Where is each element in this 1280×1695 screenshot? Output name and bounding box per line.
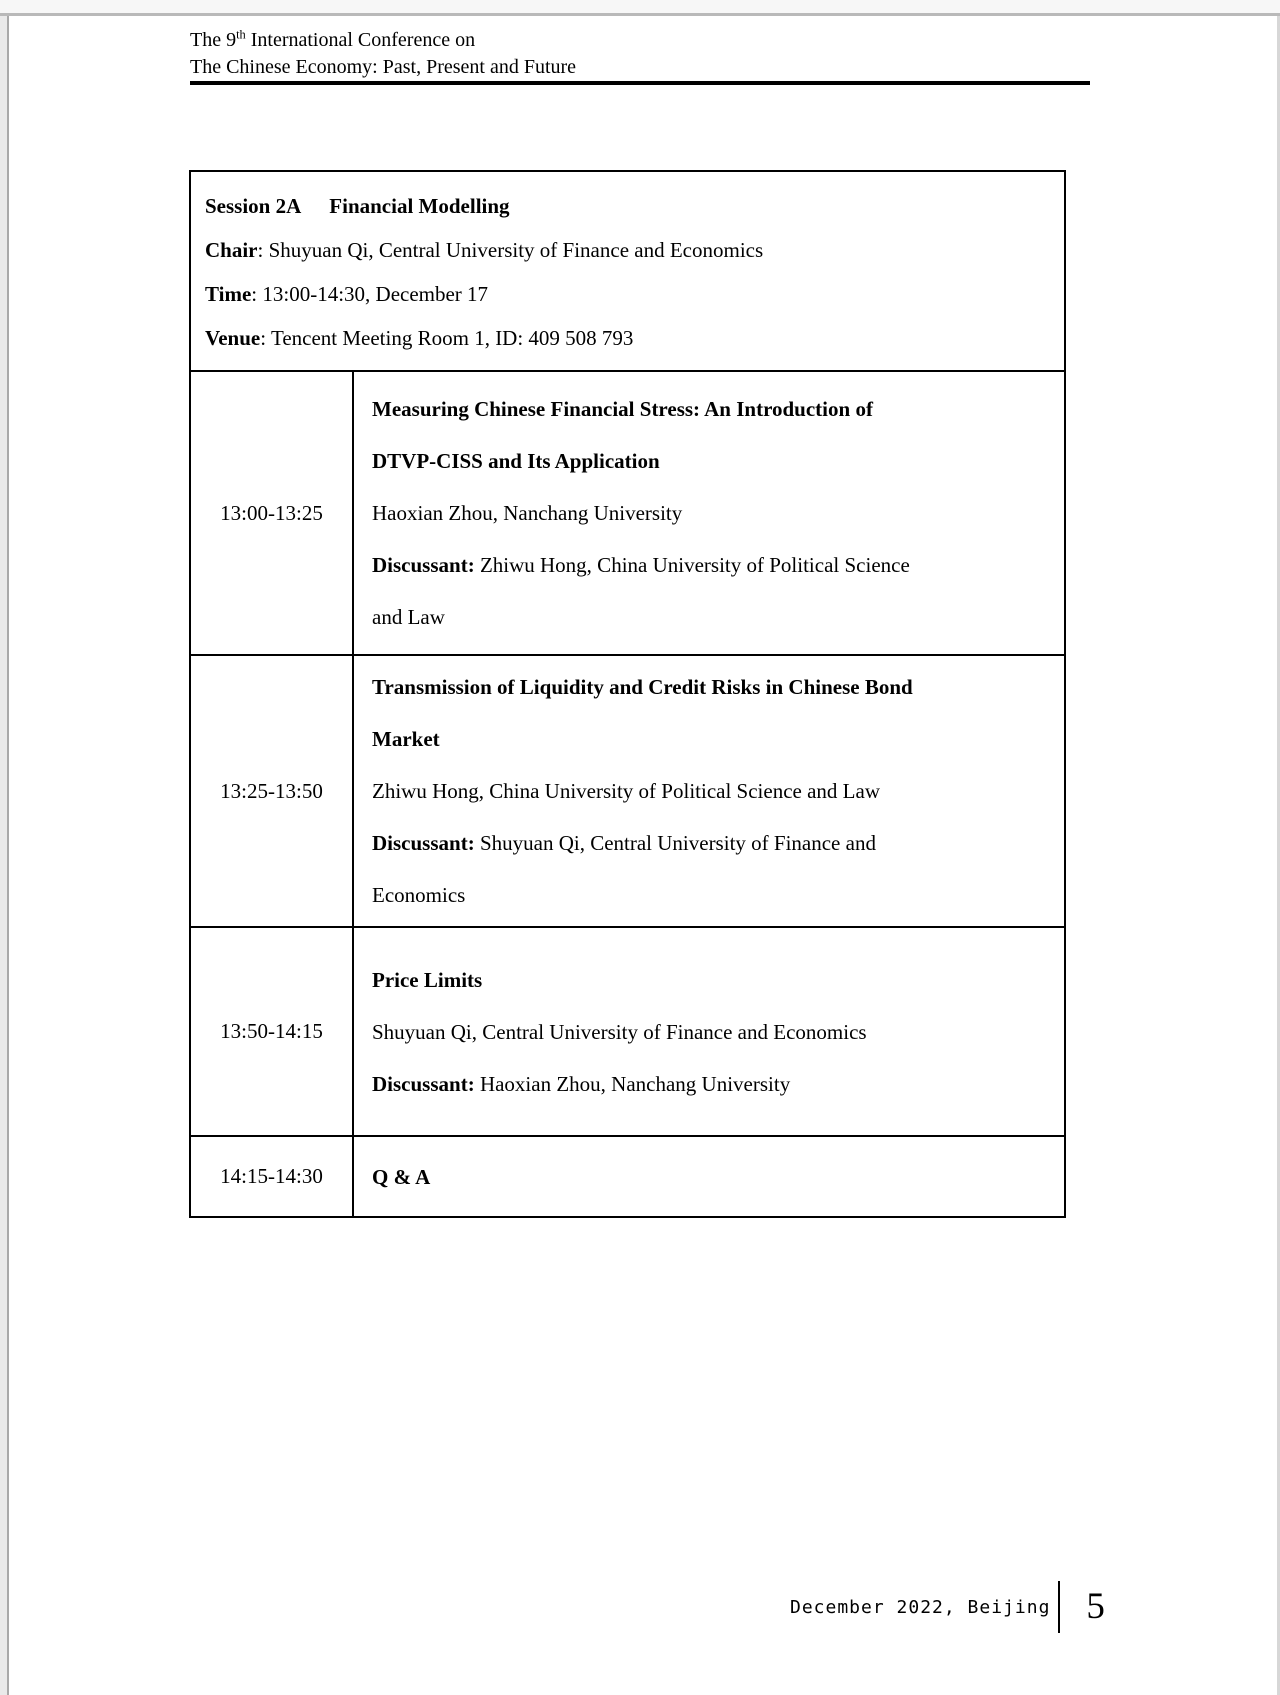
talk-cell	[354, 656, 1064, 926]
viewer-left-edge	[7, 16, 9, 1695]
talk-title-line: Price Limits	[372, 967, 483, 992]
discussant-label: Discussant:	[372, 1071, 475, 1096]
discussant-value: Haoxian Zhou, Nanchang University	[474, 1071, 791, 1096]
time-value: : 13:00-14:30, December 17	[251, 282, 489, 306]
time-range: 13:50-14:15	[220, 1019, 323, 1043]
session-title	[205, 184, 1050, 228]
qa-cell	[354, 1137, 1064, 1216]
page-number: 5	[1086, 1586, 1105, 1627]
talk-cell	[354, 372, 1064, 654]
viewer-top-strip	[0, 0, 1280, 13]
discussant-continuation-line: Economics	[372, 883, 466, 907]
footer-date-place: December 2022, Beijing	[790, 1596, 1051, 1618]
time-cell	[191, 928, 354, 1135]
talk-cell	[354, 928, 1064, 1135]
qa-label: Q & A	[372, 1164, 431, 1189]
schedule-row-qa	[191, 1135, 1064, 1216]
time-cell	[191, 372, 354, 654]
viewer-left-strip	[0, 16, 7, 1695]
session-header-cell	[191, 172, 1064, 370]
header-line1-rest: International Conference on	[245, 29, 476, 51]
time-label: Time	[205, 282, 252, 306]
presenter-line: Zhiwu Hong, China University of Political Science and Law	[372, 779, 880, 803]
time-range: 13:00-13:25	[220, 500, 323, 525]
discussant-line	[372, 539, 1040, 591]
session-code: Session 2A	[205, 194, 302, 218]
discussant-continuation-line: and Law	[372, 605, 445, 629]
talk-title-line: Measuring Chinese Financial Stress: An Introduction of	[372, 397, 873, 421]
viewer-top-edge	[0, 13, 1280, 16]
discussant-line	[372, 817, 1040, 869]
header-rule	[190, 81, 1090, 85]
time-range: 13:25-13:50	[220, 778, 323, 803]
time-range: 14:15-14:30	[220, 1164, 323, 1188]
presenter-line: Haoxian Zhou, Nanchang University	[372, 501, 683, 525]
footer-divider-bar	[1058, 1581, 1060, 1633]
talk-title-line: Transmission of Liquidity and Credit Risks in Chinese Bond	[372, 675, 913, 699]
page-header	[190, 27, 576, 81]
presenter-line: Shuyuan Qi, Central University of Finance and Economics	[372, 1019, 867, 1044]
header-ordinal-superscript: th	[236, 27, 246, 42]
discussant-line	[372, 1058, 1040, 1110]
session-table	[189, 170, 1066, 1218]
chair-value: : Shuyuan Qi, Central University of Finance and Economics	[257, 238, 764, 262]
chair-label: Chair	[205, 238, 258, 262]
session-venue-line	[205, 316, 1050, 360]
talk-title-line: DTVP-CISS and Its Application	[372, 449, 660, 473]
discussant-label: Discussant:	[372, 831, 475, 855]
discussant-value: Zhiwu Hong, China University of Political Science	[474, 553, 910, 577]
time-cell	[191, 1137, 354, 1216]
venue-label: Venue	[205, 326, 261, 350]
schedule-row	[191, 926, 1064, 1135]
session-name: Financial Modelling	[329, 194, 510, 218]
schedule-row	[191, 370, 1064, 654]
header-line-2: The Chinese Economy: Past, Present and Future	[190, 56, 577, 78]
session-chair-line	[205, 228, 1050, 272]
page-footer	[790, 1581, 1105, 1633]
schedule-row	[191, 654, 1064, 926]
discussant-value: Shuyuan Qi, Central University of Finance and	[474, 831, 876, 855]
header-line1-text: The 9	[190, 29, 237, 51]
venue-value: : Tencent Meeting Room 1, ID: 409 508 793	[260, 326, 634, 350]
time-cell	[191, 656, 354, 926]
session-time-line	[205, 272, 1050, 316]
discussant-label: Discussant:	[372, 553, 475, 577]
header-line-1	[190, 27, 576, 54]
talk-title-line: Market	[372, 727, 440, 751]
